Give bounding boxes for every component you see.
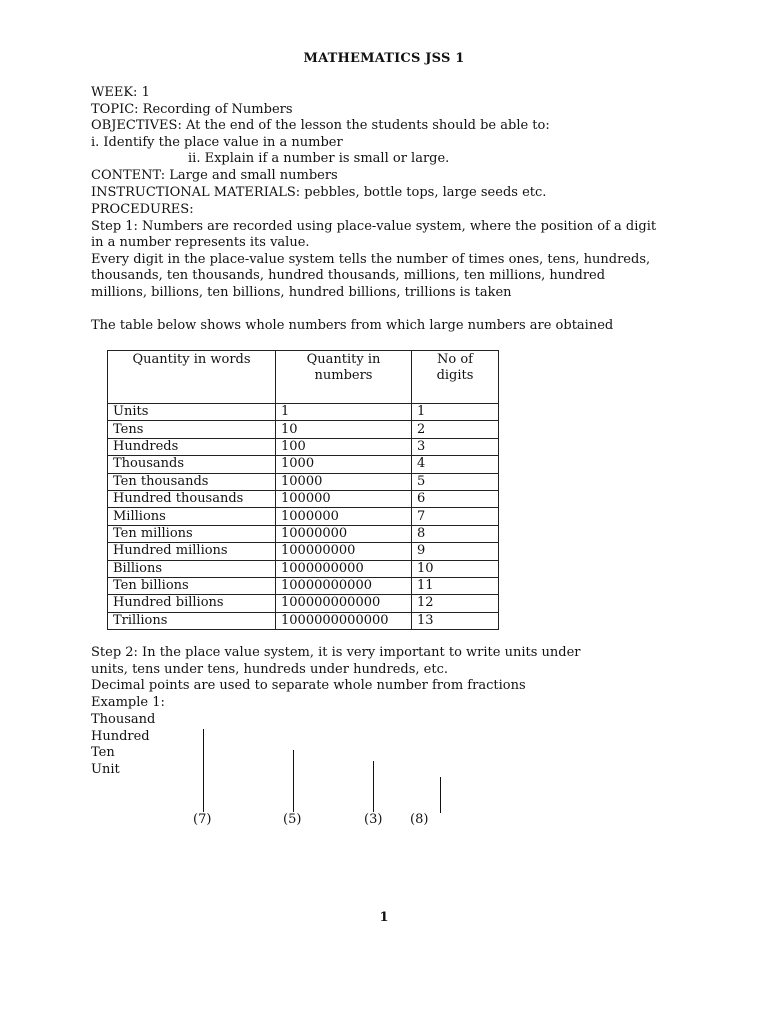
step1-line-2: in a number represents its value. [91,235,310,250]
step1-line-4: thousands, ten thousands, hundred thousands, millions, ten millions, hundred [91,268,606,283]
table-row [108,577,499,594]
cell-digits: 4 [412,456,499,473]
table-intro: The table below shows whole numbers from which large numbers are obtained [91,318,614,333]
header-quantity-in-numbers: Quantity in numbers [276,351,412,404]
step1-line-3: Every digit in the place-value system tells the number of times ones, tens, hundreds, [91,252,651,267]
cell-words: Hundred billions [108,595,276,612]
page-number: 1 [379,910,389,925]
objectives-line: OBJECTIVES: At the end of the lesson the students should be able to: [91,118,550,133]
cell-number: 1000000000 [276,560,412,577]
ten-pointer-line [373,761,374,812]
place-value-table [107,350,499,630]
table-row [108,508,499,525]
table-row [108,525,499,542]
cell-words: Trillions [108,612,276,629]
example-label: Example 1: [91,695,165,710]
cell-words: Billions [108,560,276,577]
cell-number: 100000000000 [276,595,412,612]
table-row [108,595,499,612]
cell-words: Millions [108,508,276,525]
topic-line: TOPIC: Recording of Numbers [91,102,293,117]
cell-number: 100 [276,438,412,455]
step1-line-1: Step 1: Numbers are recorded using place-value system, where the position of a digit [91,219,657,234]
cell-words: Tens [108,421,276,438]
page-title: MATHEMATICS JSS 1 [303,51,465,66]
table-header-row [108,351,499,404]
materials-line: INSTRUCTIONAL MATERIALS: pebbles, bottle tops, large seeds etc. [91,185,547,200]
place-label-thousand: Thousand [91,712,156,727]
cell-digits: 8 [412,525,499,542]
cell-digits: 2 [412,421,499,438]
cell-words: Ten billions [108,577,276,594]
objective-2: ii. Explain if a number is small or large. [188,151,450,166]
place-label-ten: Ten [91,745,115,760]
cell-digits: 1 [412,404,499,421]
cell-digits: 12 [412,595,499,612]
step2-line-1: Step 2: In the place value system, it is very important to write units under [91,645,581,660]
digit-hundred: (5) [283,812,302,827]
cell-digits: 9 [412,543,499,560]
step1-line-5: millions, billions, ten billions, hundred billions, trillions is taken [91,285,512,300]
cell-number: 1000 [276,456,412,473]
table-row [108,543,499,560]
table-row [108,473,499,490]
table-row [108,404,499,421]
week-line: WEEK: 1 [91,85,150,100]
digit-ten: (3) [364,812,383,827]
cell-number: 10000 [276,473,412,490]
cell-digits: 6 [412,490,499,507]
cell-words: Hundreds [108,438,276,455]
cell-number: 10000000 [276,525,412,542]
cell-number: 100000 [276,490,412,507]
cell-digits: 7 [412,508,499,525]
cell-number: 1 [276,404,412,421]
cell-number: 1000000000000 [276,612,412,629]
thousand-pointer-line [203,729,204,812]
digit-unit: (8) [410,812,429,827]
cell-digits: 13 [412,612,499,629]
content-line: CONTENT: Large and small numbers [91,168,338,183]
step2-line-2: units, tens under tens, hundreds under hundreds, etc. [91,662,449,677]
procedures-line: PROCEDURES: [91,202,194,217]
table-row [108,421,499,438]
table-row [108,456,499,473]
cell-digits: 11 [412,577,499,594]
table-row [108,490,499,507]
cell-words: Thousands [108,456,276,473]
cell-number: 10000000000 [276,577,412,594]
place-label-unit: Unit [91,762,120,777]
cell-number: 100000000 [276,543,412,560]
cell-words: Ten millions [108,525,276,542]
cell-number: 10 [276,421,412,438]
header-quantity-in-words: Quantity in words [108,351,276,404]
header-no-of-digits: No of digits [412,351,499,404]
objective-1: i. Identify the place value in a number [91,135,343,150]
cell-words: Hundred thousands [108,490,276,507]
cell-digits: 3 [412,438,499,455]
cell-words: Ten thousands [108,473,276,490]
table-row [108,438,499,455]
cell-digits: 5 [412,473,499,490]
digit-thousand: (7) [193,812,212,827]
hundred-pointer-line [293,750,294,812]
table-row [108,560,499,577]
unit-pointer-line [440,777,441,813]
step2-line-3: Decimal points are used to separate whole number from fractions [91,678,526,693]
cell-words: Units [108,404,276,421]
cell-words: Hundred millions [108,543,276,560]
place-label-hundred: Hundred [91,729,150,744]
cell-digits: 10 [412,560,499,577]
cell-number: 1000000 [276,508,412,525]
table-row [108,612,499,629]
